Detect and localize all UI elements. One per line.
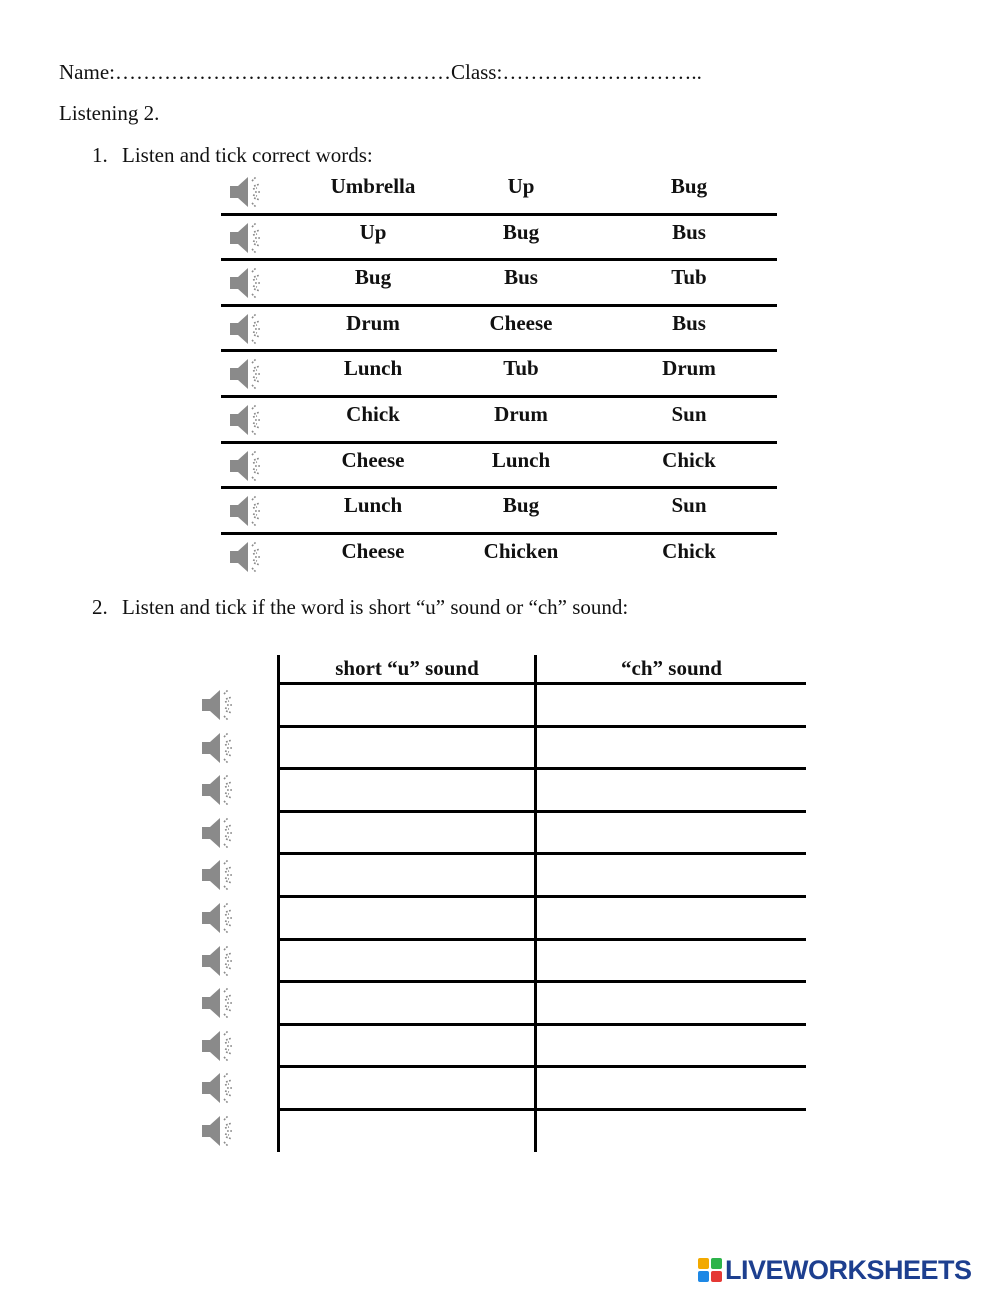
question-2-number: 2. bbox=[92, 595, 108, 619]
word-option[interactable]: Drum bbox=[494, 401, 548, 426]
word-option[interactable]: Lunch bbox=[343, 493, 403, 518]
word-option[interactable]: Lunch bbox=[491, 447, 551, 472]
tick-cell-short-u[interactable] bbox=[280, 770, 534, 810]
logo-block bbox=[711, 1258, 722, 1269]
tick-cell-short-u[interactable] bbox=[280, 898, 534, 938]
word-row bbox=[221, 170, 777, 213]
speaker-icon[interactable] bbox=[199, 984, 239, 1022]
word-option[interactable]: Bus bbox=[672, 219, 706, 244]
tick-cell-short-u[interactable] bbox=[280, 855, 534, 895]
word-option[interactable]: Chick bbox=[662, 447, 716, 472]
word-option[interactable]: Bug bbox=[502, 219, 540, 244]
word-row bbox=[221, 258, 777, 304]
liveworksheets-logo bbox=[698, 1255, 972, 1285]
logo-blocks bbox=[698, 1258, 722, 1282]
word-option[interactable]: Chick bbox=[346, 401, 400, 426]
word-option[interactable]: Bug bbox=[502, 493, 540, 518]
tick-cell-ch[interactable] bbox=[537, 1068, 806, 1108]
speaker-icon[interactable] bbox=[199, 814, 239, 852]
question-1-text: Listen and tick correct words: bbox=[122, 143, 373, 167]
tick-cell-ch[interactable] bbox=[537, 728, 806, 768]
word-option[interactable]: Lunch bbox=[343, 356, 403, 381]
word-option[interactable]: Bug bbox=[354, 265, 392, 290]
word-option[interactable]: Chicken bbox=[483, 538, 559, 563]
speaker-icon[interactable] bbox=[199, 686, 239, 724]
logo-block bbox=[711, 1271, 722, 1282]
tick-cell-ch[interactable] bbox=[537, 685, 806, 725]
tick-cell-short-u[interactable] bbox=[280, 685, 534, 725]
word-option[interactable]: Tub bbox=[671, 265, 707, 290]
question-2-text: Listen and tick if the word is short “u” sound or “ch” sound: bbox=[122, 595, 629, 619]
speaker-icon[interactable] bbox=[199, 1112, 239, 1150]
logo-block bbox=[698, 1258, 709, 1269]
logo-block bbox=[698, 1271, 709, 1282]
tick-cell-ch[interactable] bbox=[537, 1026, 806, 1066]
column-header-ch: “ch” sound bbox=[621, 656, 722, 680]
speaker-icon[interactable] bbox=[227, 538, 267, 576]
word-option[interactable]: Sun bbox=[671, 401, 707, 426]
tick-cell-ch[interactable] bbox=[537, 813, 806, 853]
word-option[interactable]: Cheese bbox=[341, 447, 405, 472]
column-header-short-u: short “u” sound bbox=[335, 656, 479, 680]
tick-cell-ch[interactable] bbox=[537, 855, 806, 895]
tick-cell-short-u[interactable] bbox=[280, 1111, 534, 1151]
name-class-line: Name:…………………………………………Class:……………………….. bbox=[59, 60, 702, 84]
speaker-icon[interactable] bbox=[199, 1069, 239, 1107]
speaker-icon[interactable] bbox=[199, 856, 239, 894]
tick-cell-ch[interactable] bbox=[537, 1111, 806, 1151]
word-row bbox=[221, 532, 777, 578]
speaker-icon[interactable] bbox=[227, 219, 267, 257]
tick-cell-ch[interactable] bbox=[537, 898, 806, 938]
word-row bbox=[221, 349, 777, 395]
word-choice-table bbox=[221, 170, 777, 577]
tick-cell-short-u[interactable] bbox=[280, 728, 534, 768]
worksheet-title: Listening 2. bbox=[59, 101, 160, 125]
sound-classification-table bbox=[191, 655, 806, 1152]
logo-text: LIVEWORKSHEETS bbox=[725, 1254, 972, 1285]
tick-cell-ch[interactable] bbox=[537, 941, 806, 981]
speaker-icon[interactable] bbox=[227, 447, 267, 485]
tick-cell-short-u[interactable] bbox=[280, 983, 534, 1023]
tick-cell-short-u[interactable] bbox=[280, 1068, 534, 1108]
speaker-icon[interactable] bbox=[227, 264, 267, 302]
speaker-icon[interactable] bbox=[227, 355, 267, 393]
question-1-number: 1. bbox=[92, 143, 108, 167]
word-option[interactable]: Bus bbox=[504, 265, 538, 290]
word-option[interactable]: Drum bbox=[346, 310, 400, 335]
tick-cell-ch[interactable] bbox=[537, 983, 806, 1023]
speaker-icon[interactable] bbox=[199, 729, 239, 767]
speaker-icon[interactable] bbox=[199, 942, 239, 980]
word-option[interactable]: Up bbox=[507, 174, 535, 198]
word-row bbox=[221, 486, 777, 532]
speaker-icon[interactable] bbox=[227, 310, 267, 348]
speaker-icon[interactable] bbox=[227, 492, 267, 530]
tick-cell-ch[interactable] bbox=[537, 770, 806, 810]
word-option[interactable]: Sun bbox=[671, 493, 707, 518]
tick-cell-short-u[interactable] bbox=[280, 1026, 534, 1066]
speaker-icon[interactable] bbox=[227, 401, 267, 439]
word-option[interactable]: Drum bbox=[662, 356, 716, 381]
word-row bbox=[221, 213, 777, 259]
word-option[interactable]: Cheese bbox=[489, 310, 553, 335]
word-option[interactable]: Up bbox=[359, 219, 387, 244]
speaker-icon[interactable] bbox=[199, 1027, 239, 1065]
speaker-icon[interactable] bbox=[227, 173, 267, 211]
question-2-prompt bbox=[92, 595, 628, 620]
word-option[interactable]: Tub bbox=[503, 356, 539, 381]
tick-cell-short-u[interactable] bbox=[280, 941, 534, 981]
word-option[interactable]: Chick bbox=[662, 538, 716, 563]
word-option[interactable]: Bus bbox=[672, 310, 706, 335]
word-row bbox=[221, 441, 777, 487]
word-row bbox=[221, 395, 777, 441]
speaker-icon[interactable] bbox=[199, 899, 239, 937]
word-option[interactable]: Bug bbox=[670, 174, 708, 198]
tick-cell-short-u[interactable] bbox=[280, 813, 534, 853]
word-row bbox=[221, 304, 777, 350]
word-option[interactable]: Umbrella bbox=[330, 174, 416, 198]
word-option[interactable]: Cheese bbox=[341, 538, 405, 563]
question-1-prompt bbox=[92, 143, 373, 168]
speaker-icon[interactable] bbox=[199, 771, 239, 809]
